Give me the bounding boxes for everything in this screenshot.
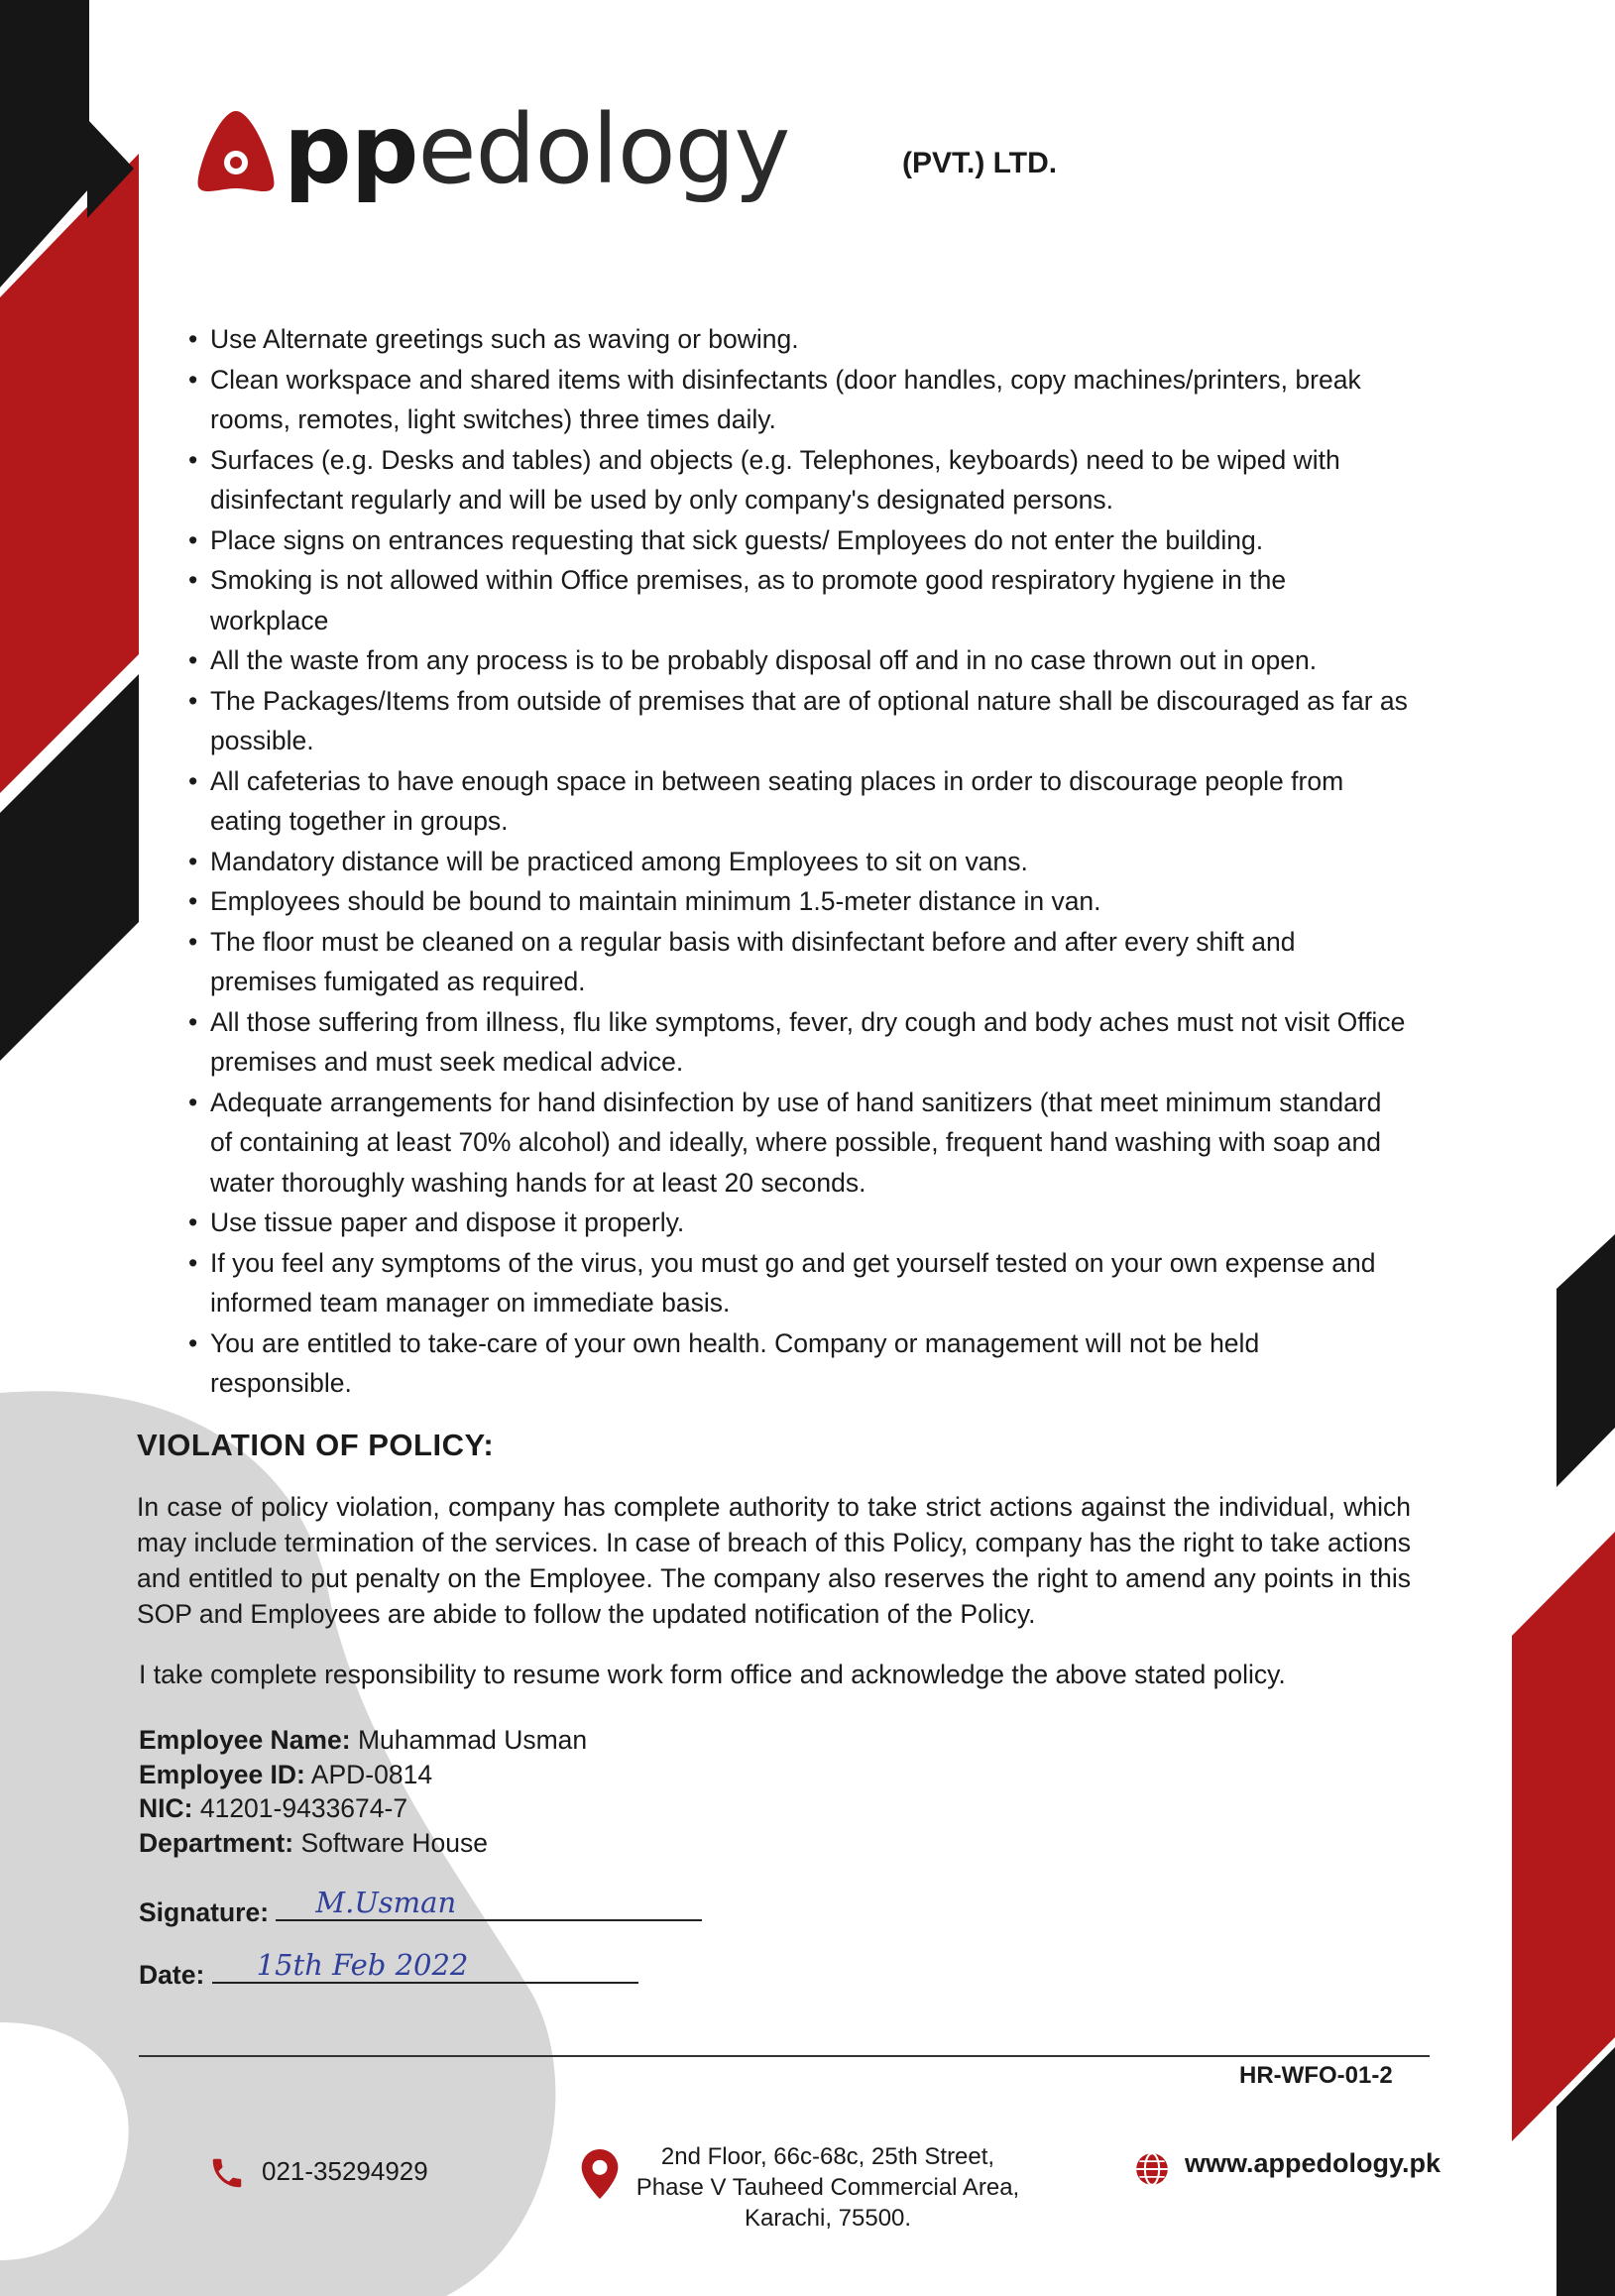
list-item: • All the waste from any process is to be probably disposal off and in no case thrown out in open.	[188, 640, 1408, 681]
address-line: Karachi, 75500.	[744, 2205, 912, 2232]
department-value: Software House	[300, 1827, 488, 1858]
department-label: Department:	[139, 1827, 294, 1858]
section-title: VIOLATION OF POLICY:	[137, 1428, 495, 1462]
list-item: • Smoking is not allowed within Office premises, as to promote good respiratory hygiene in the workplace	[188, 560, 1408, 640]
list-item: • Employees should be bound to maintain minimum 1.5-meter distance in van.	[188, 881, 1408, 922]
appedology-logo-icon	[188, 105, 284, 200]
list-item: • Use Alternate greetings such as waving or bowing.	[188, 319, 1408, 360]
list-item: • Clean workspace and shared items with disinfectants (door handles, copy machines/printers, break rooms, remotes, light switches) three times daily.	[188, 360, 1408, 440]
employee-id-row	[139, 1758, 587, 1792]
list-item: • The floor must be cleaned on a regular basis with disinfectant before and after every shift and premises fumigated as required.	[188, 922, 1408, 1002]
website-link[interactable]: www.appedology.pk	[1185, 2148, 1442, 2178]
employee-details	[139, 1723, 587, 1860]
list-item: • Surfaces (e.g. Desks and tables) and objects (e.g. Telephones, keyboards) need to be wiped with disinfectant regularly and will be used by only company's designated persons.	[188, 440, 1408, 520]
list-item: • You are entitled to take-care of your own health. Company or management will not be held responsible.	[188, 1323, 1408, 1404]
list-item: • Place signs on entrances requesting that sick guests/ Employees do not enter the building.	[188, 520, 1408, 561]
divider	[139, 2055, 1430, 2057]
list-item: • All cafeterias to have enough space in between seating places in order to discourage people from eating together in groups.	[188, 761, 1408, 842]
logo-bold-part: pp	[284, 94, 418, 205]
nic-value: 41201-9433674-7	[199, 1793, 408, 1823]
phone-number: 021-35294929	[262, 2156, 428, 2186]
address-line: 2nd Floor, 66c-68c, 25th Street,	[660, 2143, 995, 2170]
list-item: • Adequate arrangements for hand disinfection by use of hand sanitizers (that meet minimum standard of containing at least 70% alcohol) and ideally, where possible, frequent hand washing with soap and water thoroughly washing hands for at least 20 seconds.	[188, 1083, 1408, 1204]
location-pin-icon	[580, 2147, 620, 2201]
employee-name-value: Muhammad Usman	[357, 1725, 588, 1755]
list-item: • Use tissue paper and dispose it properly.	[188, 1203, 1408, 1243]
phone-icon	[208, 2154, 246, 2192]
employee-id-value: APD-0814	[310, 1759, 433, 1789]
footer-address	[615, 2141, 1041, 2234]
logo-suffix: (PVT.) LTD.	[902, 147, 1058, 179]
policy-bullet-list	[188, 319, 1408, 1404]
list-item: • If you feel any symptoms of the virus, you must go and get yourself tested on your own expense and informed team manager on immediate basis.	[188, 1243, 1408, 1323]
list-item: • Mandatory distance will be practiced among Employees to sit on vans.	[188, 842, 1408, 882]
signature-row	[139, 1886, 702, 1928]
violation-paragraph: In case of policy violation, company has complete authority to take strict actions against the individual, which may include termination of the services. In case of breach of this Policy, company has the right to take actions and entitled to put penalty on the Employee. The company also reserves the right to amend any points in this SOP and Employees are abide to follow the updated notification of the Policy.	[137, 1492, 1411, 1629]
handwritten-signature: M.Usman	[315, 1886, 457, 1919]
acknowledgement-statement: I take complete responsibility to resume work form office and acknowledge the above stated policy.	[139, 1660, 1286, 1689]
date-field	[212, 1948, 638, 1984]
document-code: HR-WFO-01-2	[1239, 2062, 1393, 2089]
signature-label: Signature:	[139, 1897, 270, 1927]
list-item: • The Packages/Items from outside of premises that are of optional nature shall be discouraged as far as possible.	[188, 681, 1408, 761]
nic-row	[139, 1791, 587, 1826]
employee-id-label: Employee ID:	[139, 1759, 305, 1789]
logo-light-part: edology	[417, 94, 790, 205]
date-row	[139, 1948, 638, 1991]
nic-label: NIC:	[139, 1793, 193, 1823]
list-item: • All those suffering from illness, flu like symptoms, fever, dry cough and body aches must not visit Office premises and must seek medical advice.	[188, 1002, 1408, 1083]
address-line: Phase V Tauheed Commercial Area,	[635, 2174, 1020, 2201]
employee-name-label: Employee Name:	[139, 1725, 351, 1755]
department-row	[139, 1826, 587, 1861]
employee-name-row	[139, 1723, 587, 1758]
handwritten-date: 15th Feb 2022	[256, 1948, 469, 1982]
signature-field	[276, 1886, 702, 1921]
date-label: Date:	[139, 1960, 205, 1990]
globe-icon	[1133, 2150, 1171, 2188]
logo-wordmark	[284, 95, 789, 204]
